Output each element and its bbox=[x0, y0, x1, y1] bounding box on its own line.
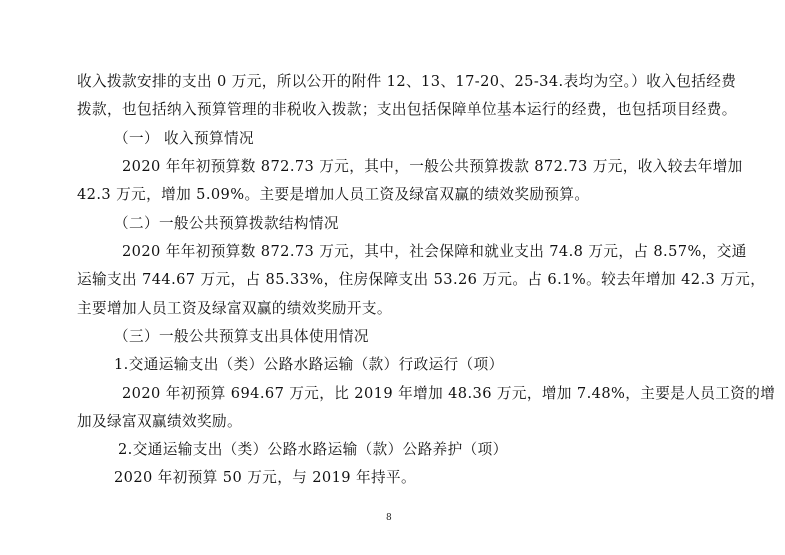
paragraph-line: 2020 年初预算 50 万元，与 2019 年持平。 bbox=[114, 469, 416, 486]
paragraph-line: 加及绿富双赢绩效奖励。 bbox=[77, 413, 242, 430]
paragraph-line: 2020 年年初预算数 872.73 万元，其中，社会保障和就业支出 74.8 万元，占 8.57%，交通 bbox=[122, 243, 747, 260]
paragraph-line: 2020 年初预算 694.67 万元，比 2019 年增加 48.36 万元，增加 7.48%，主要是人员工资的增 bbox=[122, 385, 776, 402]
paragraph-line: 42.3 万元，增加 5.09%。主要是增加人员工资及绿富双赢的绩效奖励预算。 bbox=[77, 186, 590, 203]
section-heading: （三）一般公共预算支出具体使用情况 bbox=[114, 328, 369, 345]
subsection-heading: 2.交通运输支出（类）公路水路运输（款）公路养护（项） bbox=[118, 441, 508, 458]
paragraph-line: 拨款，也包括纳入预算管理的非税收入拨款；支出包括保障单位基本运行的经费，也包括项目经费。 bbox=[77, 101, 737, 118]
paragraph-line: 主要增加人员工资及绿富双赢的绩效奖励开支。 bbox=[77, 300, 392, 317]
paragraph-line: 2020 年年初预算数 872.73 万元，其中，一般公共预算拨款 872.73 万元，收入较去年增加 bbox=[122, 158, 743, 175]
subsection-heading: 1.交通运输支出（类）公路水路运输（款）行政运行（项） bbox=[114, 356, 504, 373]
paragraph-line: 收入拨款安排的支出 0 万元，所以公开的附件 12、13、17-20、25-34.表均为空。）收入包括经费 bbox=[77, 73, 737, 90]
page-number: 8 bbox=[386, 513, 392, 523]
section-heading: （二）一般公共预算拨款结构情况 bbox=[114, 215, 339, 232]
paragraph-line: 运输支出 744.67 万元，占 85.33%，住房保障支出 53.26 万元。占 6.1%。较去年增加 42.3 万元， bbox=[77, 271, 766, 288]
section-heading: （一） 收入预算情况 bbox=[114, 130, 254, 147]
